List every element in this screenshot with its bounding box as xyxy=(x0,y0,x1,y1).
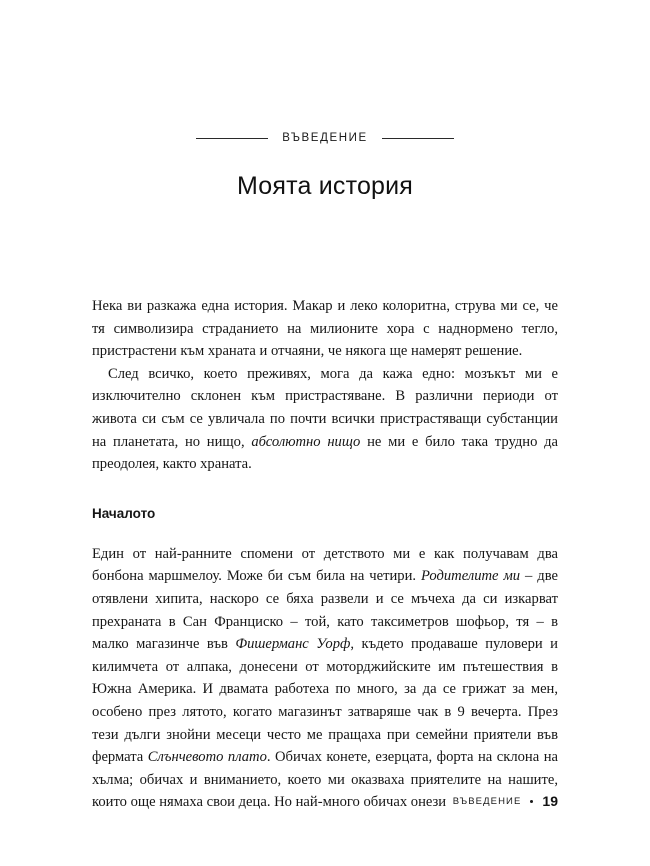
paragraph-2-part-a: След всичко, което преживях, мога да кажа едно: мозъкът ми е изключително склонен към пристрастяване. В различни периоди от живота си съм се увличала по почти всички пристрастяващи субстанции на планетата, но нищо, xyxy=(92,365,558,450)
page-number: 19 xyxy=(542,793,558,809)
paragraph-2-part-b: не ми е било така трудно да преодолея, както храната. xyxy=(92,433,559,473)
paragraph-1: Нека ви разкажа една история. Макар и леко колоритна, струва ми се, че тя символизира страданието на милионите хора с наднормено тегло, пристрастени към храната и отчаяни, че някога ще намерят решение. xyxy=(92,298,558,360)
chapter-header xyxy=(92,132,558,201)
sp-part-1: Един от най-ранните спомени от детството ми е как получавам два бонбона маршмелоу. Може би съм била на четири. xyxy=(92,545,558,585)
intro-body xyxy=(92,295,558,476)
page-footer xyxy=(453,793,558,809)
sp-emphasis-1: Родителите ми xyxy=(421,568,521,585)
page-content xyxy=(92,0,558,866)
sp-part-4: . Обичах конете, езерцата, форта на склона на хълма; обичах и вниманието, което ми оказваха приятелите на нашите, които още нямаха свои деца. Но най-много обичах онези xyxy=(92,749,558,811)
section-heading: Началото xyxy=(92,505,156,521)
rule-left xyxy=(196,138,268,139)
sp-part-3: , където продаваше пуловери и килимчета от алпака, донесени от моторджийските им пътешествия в Южна Америка. И двамата работеха по много, за да се грижат за мен, особено през лятото, когато магазинът затваряше чак в 9 вечерта. През тези дълги знойни месеци често ме пращаха при семейни приятели във фермата xyxy=(92,636,558,766)
sp-part-2: – две отявлени хипита, наскоро се бяха развели и се мъчеха да си изкарват прехраната в Сан Франциско – той, като таксиметров шофьор, тя – в малко магазинче във xyxy=(92,568,559,653)
chapter-eyebrow-row xyxy=(92,132,558,144)
section-paragraph-1 xyxy=(92,543,558,814)
chapter-eyebrow: ВЪВЕДЕНИЕ xyxy=(282,132,368,144)
paragraph-2 xyxy=(92,363,558,476)
sp-emphasis-2: Фишерманс Уорф xyxy=(235,636,351,653)
footer-chapter-label: ВЪВЕДЕНИЕ xyxy=(452,795,522,807)
section-beginning xyxy=(92,506,558,814)
bullet-dot-icon xyxy=(530,800,533,803)
chapter-title: Моята история xyxy=(236,172,414,200)
sp-emphasis-3: Слънчевото плато xyxy=(147,749,267,766)
rule-right xyxy=(382,138,454,139)
paragraph-2-emphasis: абсолютно нищо xyxy=(251,433,361,450)
